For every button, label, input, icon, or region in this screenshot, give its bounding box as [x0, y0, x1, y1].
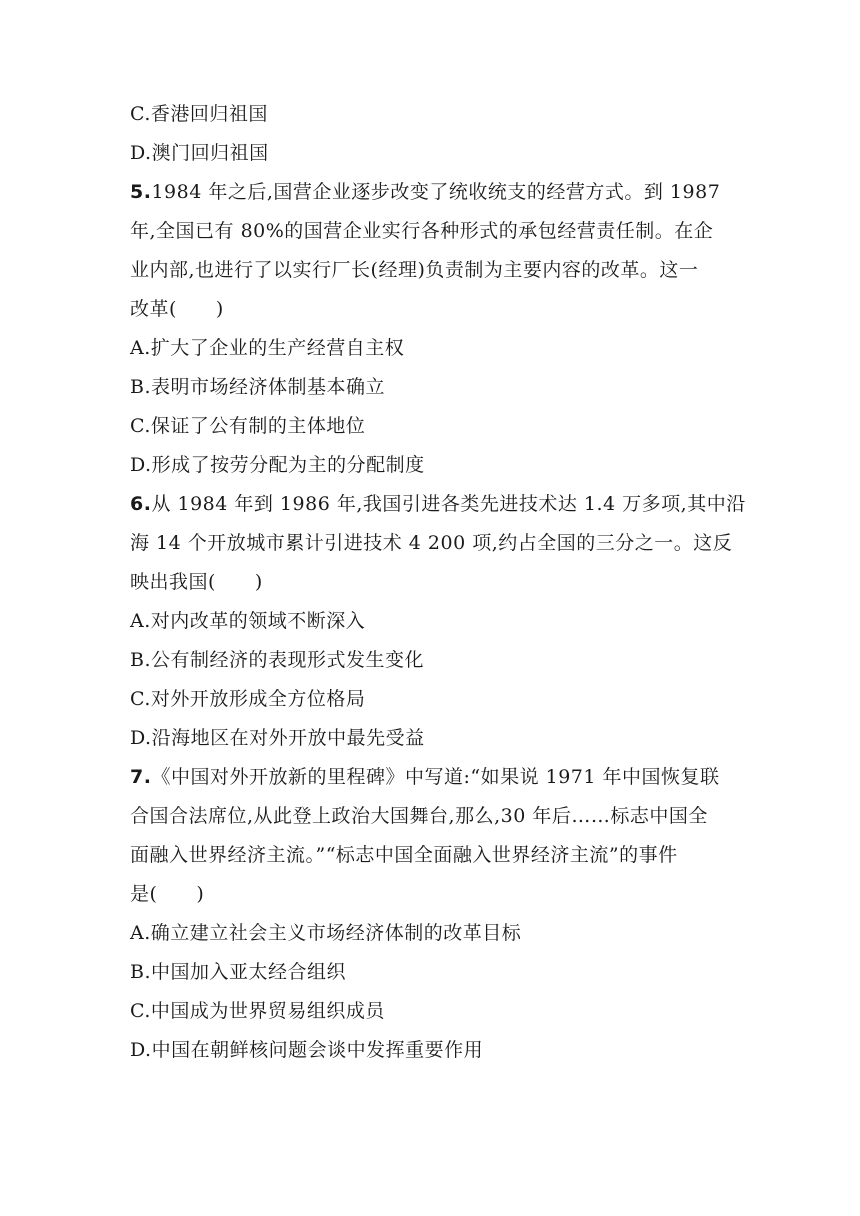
question-6	[130, 485, 746, 758]
question-stem: 业内部,也进行了以实行厂长(经理)负责制为主要内容的改革。这一	[130, 259, 699, 281]
option-c: C.中国成为世界贸易组织成员	[130, 1000, 385, 1022]
option-b: B.表明市场经济体制基本确立	[130, 376, 386, 398]
question-stem: 1984 年之后,国营企业逐步改变了统收统支的经营方式。到 1987	[151, 181, 721, 203]
option-a: A.扩大了企业的生产经营自主权	[130, 337, 405, 359]
option-d: D.中国在朝鲜核问题会谈中发挥重要作用	[130, 1039, 484, 1061]
question-stem: 海 14 个开放城市累计引进技术 4 200 项,约占全国的三分之一。这反	[130, 532, 733, 554]
option-c-prev: C.香港回归祖国	[130, 103, 268, 125]
option-a: A.确立建立社会主义市场经济体制的改革目标	[130, 922, 522, 944]
question-stem: 改革( )	[130, 298, 224, 320]
option-d: D.形成了按劳分配为主的分配制度	[130, 454, 425, 476]
question-stem: 合国合法席位,从此登上政治大国舞台,那么,30 年后……标志中国全	[130, 805, 708, 827]
question-7	[130, 758, 730, 1070]
question-stem: 年,全国已有 80%的国营企业实行各种形式的承包经营责任制。在企	[130, 220, 714, 242]
question-number: 7.	[130, 766, 152, 788]
question-stem: 是( )	[130, 883, 205, 905]
question-stem: 从 1984 年到 1986 年,我国引进各类先进技术达 1.4 万多项,其中沿	[151, 493, 746, 515]
question-stem: 映出我国( )	[130, 571, 263, 593]
question-5	[130, 173, 730, 485]
option-b: B.中国加入亚太经合组织	[130, 961, 347, 983]
question-stem: 面融入世界经济主流。”“标志中国全面融入世界经济主流”的事件	[130, 844, 678, 866]
option-c: C.对外开放形成全方位格局	[130, 688, 366, 710]
option-c: C.保证了公有制的主体地位	[130, 415, 366, 437]
question-number: 6.	[130, 493, 152, 515]
option-b: B.公有制经济的表现形式发生变化	[130, 649, 425, 671]
document-page	[130, 95, 746, 1070]
option-a: A.对内改革的领域不断深入	[130, 610, 366, 632]
option-d-prev: D.澳门回归祖国	[130, 142, 269, 164]
question-number: 5.	[130, 181, 152, 203]
option-d: D.沿海地区在对外开放中最先受益	[130, 727, 425, 749]
question-stem: 《中国对外开放新的里程碑》中写道:“如果说 1971 年中国恢复联	[151, 766, 720, 788]
